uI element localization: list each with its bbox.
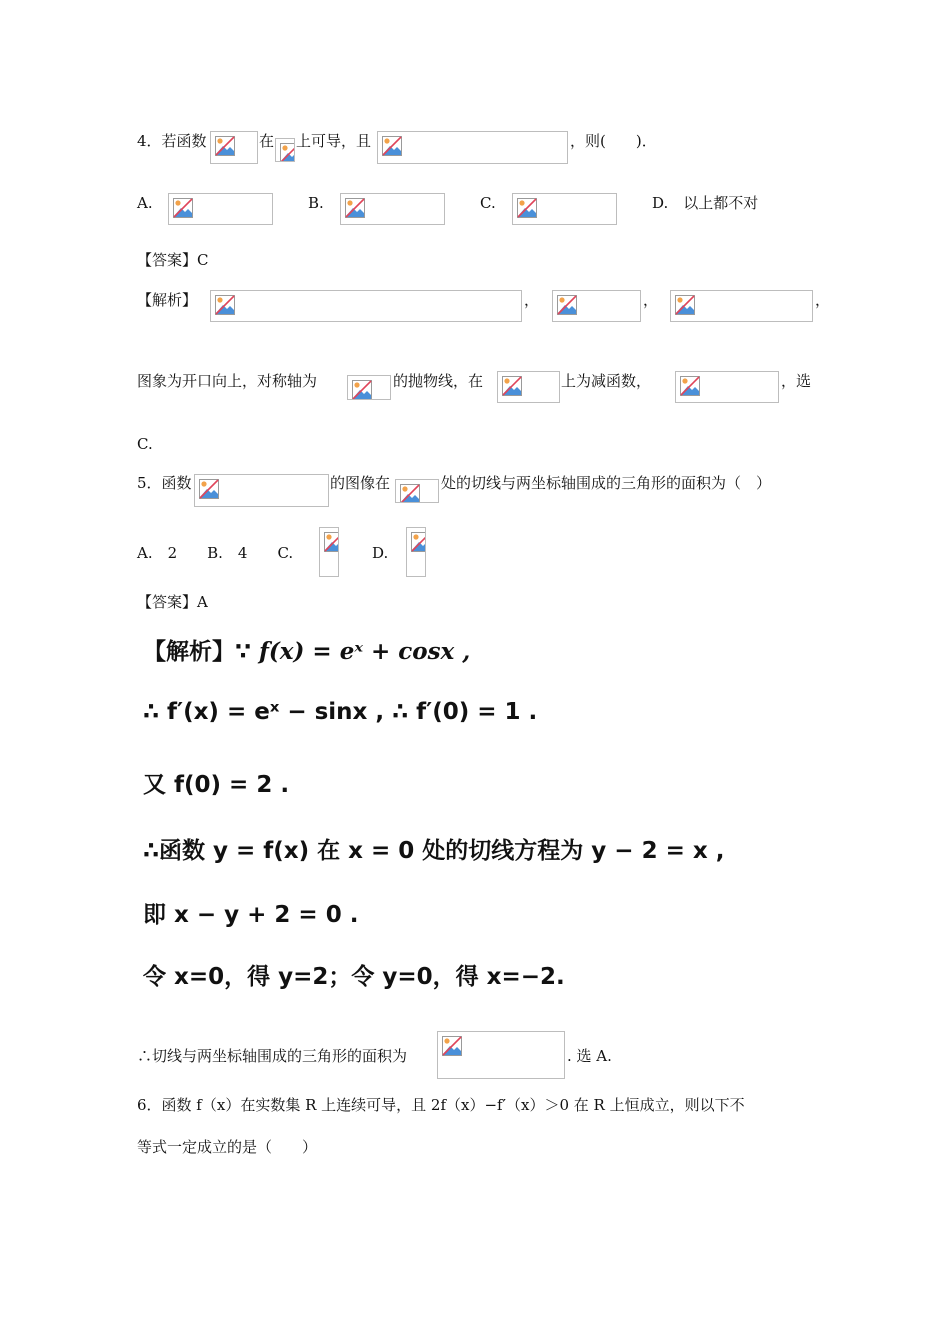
q4-analysis-line2-b: 的抛物线，在 — [393, 372, 484, 390]
q4-analysis-formula-2 — [552, 290, 641, 322]
q5-options: A. 2 B. 4 C. — [137, 544, 294, 562]
q5-stem-prefix: 5．函数 — [137, 474, 192, 492]
q4-axis-formula — [347, 375, 391, 400]
q4-option-a: A. — [137, 194, 153, 212]
q4-analysis-formula-3 — [670, 290, 813, 322]
q5-solution-line2: ∴ f′(x) = eˣ − sinx , ∴ f′(0) = 1 . — [143, 699, 538, 725]
q5-option-d: D. — [372, 544, 389, 562]
q4-analysis-line3: C. — [137, 435, 153, 453]
q4-analysis-label: 【解析】 — [137, 291, 198, 309]
q4-option-c: C. — [480, 194, 496, 212]
q5-answer: 【答案】A — [137, 593, 208, 611]
q5-area-suffix: . 选 A. — [567, 1047, 612, 1065]
q5-stem-suffix: 处的切线与两坐标轴围成的三角形的面积为（ ） — [441, 474, 772, 492]
q4-analysis-line2-c: 上为减函数， — [561, 372, 652, 390]
q5-area-text: ∴切线与两坐标轴围成的三角形的面积为 — [137, 1047, 408, 1065]
q4-formula-function — [210, 131, 258, 164]
q6-line2: 等式一定成立的是（ ） — [137, 1138, 318, 1156]
q5-solution-line3: 又 f(0) = 2 . — [143, 772, 290, 798]
q5-option-c-formula — [319, 527, 339, 577]
q4-analysis-formula-1 — [210, 290, 522, 322]
q5-option-d-formula — [406, 527, 426, 577]
q4-option-c-formula — [512, 193, 617, 225]
q5-point-formula — [395, 479, 439, 503]
q5-area-formula — [437, 1031, 565, 1079]
q5-function-formula — [194, 474, 329, 507]
q4-option-d: D. 以上都不对 — [652, 194, 759, 212]
q4-analysis-line2-a: 图象为开口向上，对称轴为 — [137, 372, 318, 390]
q4-comma-1: ， — [524, 291, 540, 309]
q4-option-a-formula — [168, 193, 273, 225]
q6-line1: 6．函数 f（x）在实数集 R 上连续可导，且 2f（x）−f′（x）＞0 在 R 上恒成立，则以下不 — [137, 1096, 745, 1114]
q4-decreasing-interval — [497, 371, 560, 403]
q4-stem-prefix: 4．若函数 — [137, 132, 207, 150]
q4-stem-mid1: 在 — [259, 132, 275, 150]
q4-option-b: B. — [308, 194, 324, 212]
q4-formula-condition — [377, 131, 568, 164]
q5-solution-line4: ∴函数 y = f(x) 在 x = 0 处的切线方程为 y − 2 = x , — [143, 838, 725, 864]
q4-option-b-formula — [340, 193, 445, 225]
q4-stem-mid2: 上可导，且 — [296, 132, 372, 150]
q5-solution-line1: 【解析】∵ f(x) = eˣ + cosx , — [143, 638, 471, 665]
q4-analysis-line2-d: ，选 — [781, 372, 812, 390]
q4-stem-suffix: ，则( )． — [570, 132, 657, 150]
q4-comma-3: ， — [815, 291, 831, 309]
q5-stem-mid: 的图像在 — [330, 474, 391, 492]
q4-answer: 【答案】C — [137, 251, 209, 269]
q4-result-formula — [675, 371, 779, 403]
q5-solution-line6: 令 x=0，得 y=2；令 y=0，得 x=−2. — [143, 964, 565, 990]
q4-comma-2: ， — [643, 291, 659, 309]
q5-solution-line5: 即 x − y + 2 = 0 . — [143, 902, 359, 928]
q4-formula-interval — [275, 138, 295, 162]
